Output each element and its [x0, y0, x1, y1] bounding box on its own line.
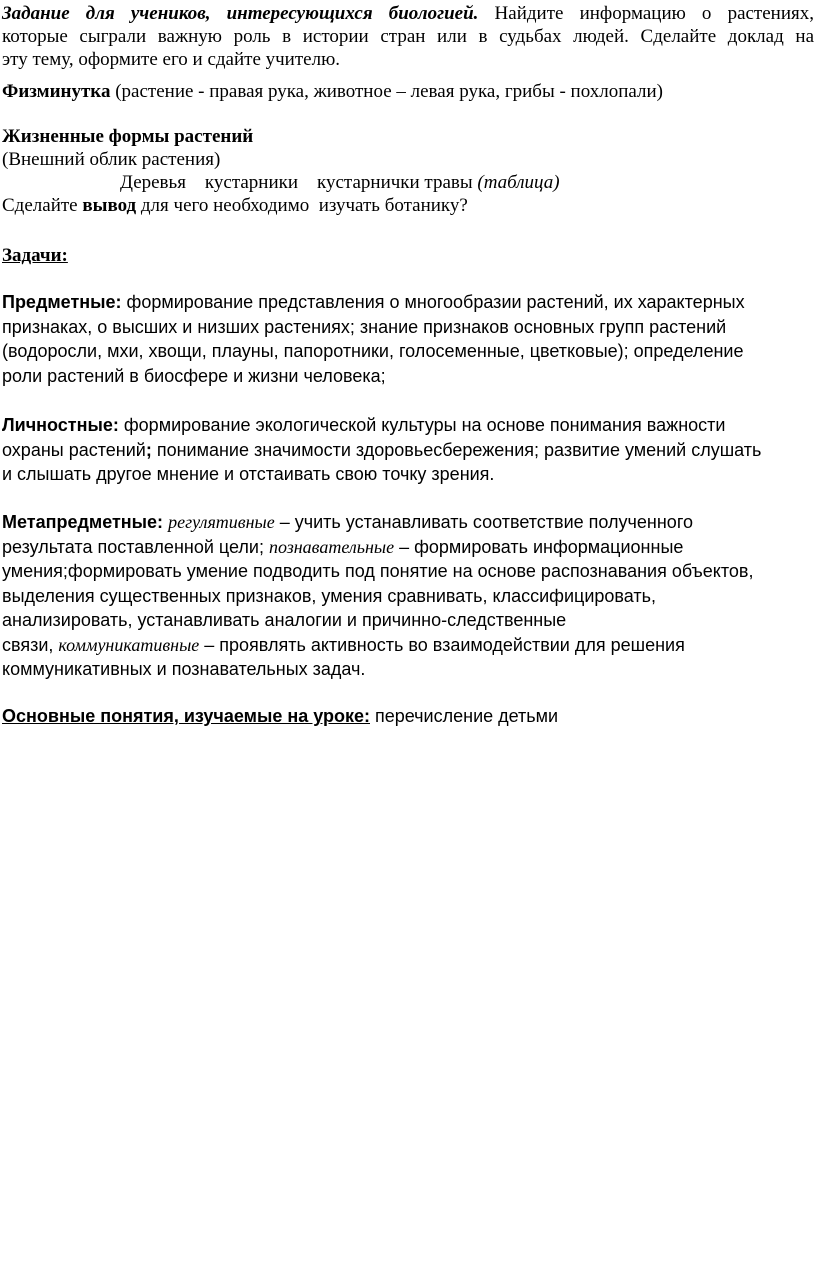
meta-line-6 — [2, 633, 814, 658]
personal-separator: ; — [145, 439, 157, 460]
task-text: Найдите информацию о растениях, — [478, 3, 814, 24]
life-forms-title-text: Жизненные формы растений — [2, 126, 254, 147]
conclusion-suffix: для чего необходимо изучать ботанику? — [136, 195, 468, 216]
meta-com-label: коммуникативные — [58, 634, 200, 655]
personal-text-2b: понимание значимости здоровьесбережения; развитие умений слушать — [156, 439, 762, 460]
meta-line-2a: результата поставленной цели; — [2, 536, 269, 557]
life-forms-items: Деревья кустарники кустарнички травы — [120, 172, 478, 193]
conclusion-prefix: Сделайте — [2, 195, 83, 216]
meta-line-7: коммуникативных и познавательных задач. — [2, 659, 366, 679]
meta-line-6a: связи, — [2, 634, 59, 655]
task-line-2: которые сыграли важную роль в истории стран или в судьбах людей. Сделайте доклад на — [2, 26, 814, 47]
personal-text-1: формирование экологической культуры на основе понимания важности — [118, 415, 726, 435]
subject-line-3: (водоросли, мхи, хвощи, плауны, папоротники, голосеменные, цветковые); определение — [2, 341, 744, 361]
fizminutka-text: (растение - правая рука, животное – левая рука, грибы - похлопали) — [110, 81, 663, 102]
fizminutka-line — [2, 80, 814, 103]
meta-line-2 — [2, 535, 814, 560]
personal-line-2 — [2, 438, 814, 463]
tasks-heading — [2, 244, 814, 267]
task-line-1 — [2, 2, 814, 25]
conclusion-bold: вывод — [82, 195, 137, 216]
concepts-text: перечисление детьми — [370, 706, 559, 726]
meta-reg-label: регулятивные — [168, 512, 275, 532]
meta-label: Метапредметные: — [2, 512, 164, 532]
conclusion-line — [2, 194, 814, 217]
life-forms-block — [2, 125, 814, 217]
meta-com-text: – проявлять активность во взаимодействии для решения — [199, 634, 685, 655]
task-paragraph — [2, 2, 814, 71]
tasks-heading-text: Задачи: — [2, 245, 68, 266]
meta-line-5: анализировать, устанавливать аналогии и причинно-следственные — [2, 610, 567, 630]
meta-cog-text: – формировать информационные — [394, 536, 684, 557]
subject-paragraph — [2, 290, 814, 388]
task-label: Задание для учеников, интересующихся биологией. — [2, 3, 479, 24]
subject-line-1 — [2, 290, 814, 315]
table-note: (таблица) — [477, 172, 560, 193]
meta-cog-label: познавательные — [268, 536, 395, 557]
task-line-3: эту тему, оформите его и сдайте учителю. — [2, 49, 341, 70]
life-forms-title — [2, 125, 814, 148]
life-forms-subtitle: (Внешний облик растения) — [2, 149, 221, 170]
fizminutka-label: Физминутка — [2, 81, 111, 102]
personal-paragraph — [2, 413, 814, 487]
subject-line-2: признаках, о высших и низших растениях; знание признаков основных групп растений — [2, 316, 727, 337]
meta-line-4: выделения существенных признаков, умения сравнивать, классифицировать, — [2, 585, 656, 606]
concepts-line — [2, 704, 814, 729]
personal-line-3: и слышать другое мнение и отстаивать свою точку зрения. — [2, 464, 495, 484]
personal-text-2a: охраны растений — [2, 439, 146, 460]
meta-paragraph — [2, 510, 814, 682]
life-forms-list — [2, 171, 814, 194]
meta-reg-text: – учить устанавливать соответствие полученного — [274, 512, 693, 532]
personal-line-1 — [2, 413, 814, 438]
meta-line-3: умения;формировать умение подводить под понятие на основе распознавания объектов, — [2, 561, 754, 581]
subject-text-1: формирование представления о многообразии растений, их характерных — [121, 292, 745, 312]
personal-label: Личностные: — [2, 415, 119, 435]
subject-label: Предметные: — [2, 292, 122, 312]
meta-line-1 — [2, 510, 814, 535]
concepts-label: Основные понятия, изучаемые на уроке: — [2, 706, 370, 726]
subject-line-4: роли растений в биосфере и жизни человека; — [2, 365, 386, 386]
